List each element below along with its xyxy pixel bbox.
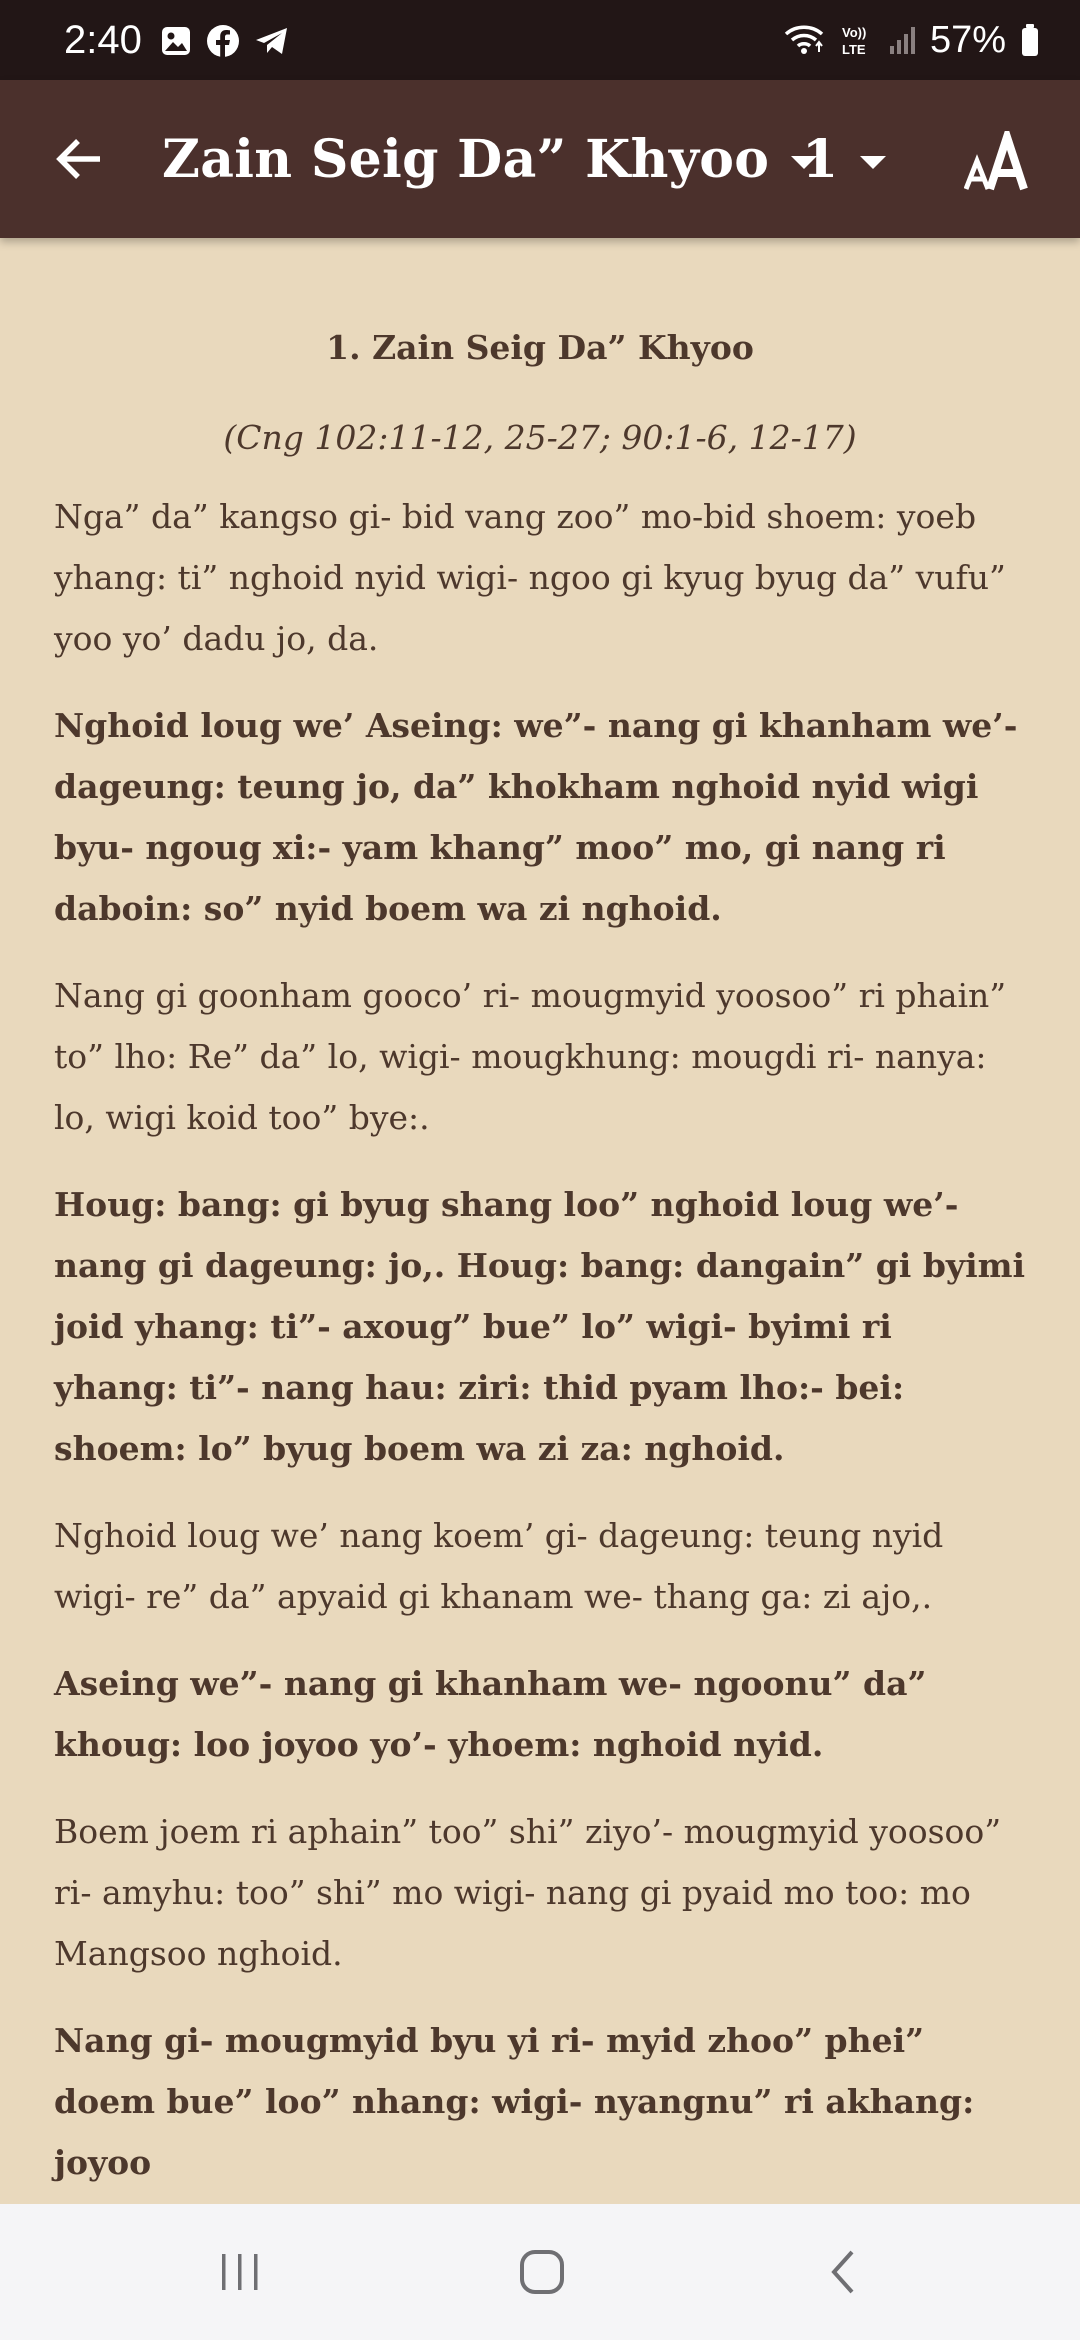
book-selector[interactable] — [162, 116, 817, 202]
cross-reference: (Cng 102:11-12, 25-27; 90:1-6, 12-17) — [223, 418, 857, 457]
text-size-icon — [964, 131, 1034, 200]
verse-paragraph: Nga” da” kangso gi- bid vang zoo” mo-bid shoem: yoeb yhang: ti” nghoid nyid wigi- ngoo gi kyug byug da” vufu” yoo yo’ dadu jo, da. — [54, 497, 1006, 658]
gallery-icon — [160, 25, 192, 57]
telegram-icon — [254, 25, 290, 57]
wifi-icon — [782, 22, 826, 58]
svg-text:Vo)): Vo)) — [841, 25, 867, 40]
chapter-heading: 1. Zain Seig Da” Khyoo — [326, 328, 754, 367]
svg-text:LTE: LTE — [841, 42, 866, 57]
facebook-icon — [206, 24, 240, 58]
verse-paragraph: Houg: bang: gi byug shang loo” nghoid loug we’- nang gi dageung: jo,. Houg: bang: dangain” gi byimi joid yhang: ti”- axoug” bue” lo” wigi- byimi ri yhang: ti”- nang hau: ziri: thid pyam lho:- bei: shoem: lo” byug boem wa zi za: nghoid. — [54, 1185, 1026, 1468]
book-title: Zain Seig Da” Khyoo — [162, 128, 770, 190]
status-time: 2:40 — [64, 18, 142, 62]
verse-paragraph: Nghoid loug we’ Aseing: we”- nang gi khanham we’- dageung: teung jo, da” khokham nghoid nyid wigi byu- ngoug xi:- yam khang” moo” mo, gi nang ri daboin: so” nyid boem wa zi nghoid. — [54, 706, 1018, 928]
notification-icons — [160, 24, 290, 58]
status-bar — [0, 0, 1080, 80]
chapter-selector[interactable] — [802, 116, 886, 202]
signal-icon — [888, 24, 916, 56]
system-nav-bar — [0, 2204, 1080, 2340]
chevron-down-icon — [860, 156, 886, 169]
verse-paragraph: Boem joem ri aphain” too” shi” ziyo’- mougmyid yoosoo” ri- amyhu: too” shi” mo wigi- nang gi pyaid mo too: mo Mangsoo nghoid. — [54, 1812, 1002, 1973]
verse-paragraph: Nghoid loug we’ nang koem’ gi- dageung: teung nyid wigi- re” da” apyaid gi khanam we- thang ga: zi ajo,. — [54, 1516, 944, 1616]
text-size-button[interactable] — [964, 120, 1034, 200]
home-icon — [517, 2247, 567, 2297]
system-icons — [782, 16, 1040, 64]
verse-paragraph: Aseing we”- nang gi khanham we- ngoonu” da” khoug: loo joyoo yo’- yhoem: nghoid nyid. — [54, 1664, 927, 1764]
recents-icon — [216, 2250, 264, 2294]
back-button[interactable] — [44, 126, 114, 192]
battery-icon — [1020, 23, 1040, 57]
back-icon — [824, 2247, 864, 2297]
recents-button[interactable] — [200, 2242, 280, 2302]
verse-paragraph: Nang gi- mougmyid byu yi ri- myid zhoo” phei” doem bue” loo” nhang: wigi- nyangnu” ri akhang: joyoo — [54, 2021, 975, 2182]
battery-percent: 57% — [929, 19, 1006, 61]
app-bar — [0, 80, 1080, 238]
home-button[interactable] — [502, 2242, 582, 2302]
volte-icon — [840, 22, 874, 58]
chapter-number: 1 — [802, 128, 839, 190]
arrow-left-icon — [54, 137, 104, 181]
nav-back-button[interactable] — [804, 2242, 884, 2302]
chapter-content — [54, 318, 1026, 2193]
verse-paragraph: Nang gi goonham gooco’ ri- mougmyid yoosoo” ri phain” to” lho: Re” da” lo, wigi- mougkhung: mougdi ri- nanya: lo, wigi koid too” bye:. — [54, 976, 1007, 1137]
